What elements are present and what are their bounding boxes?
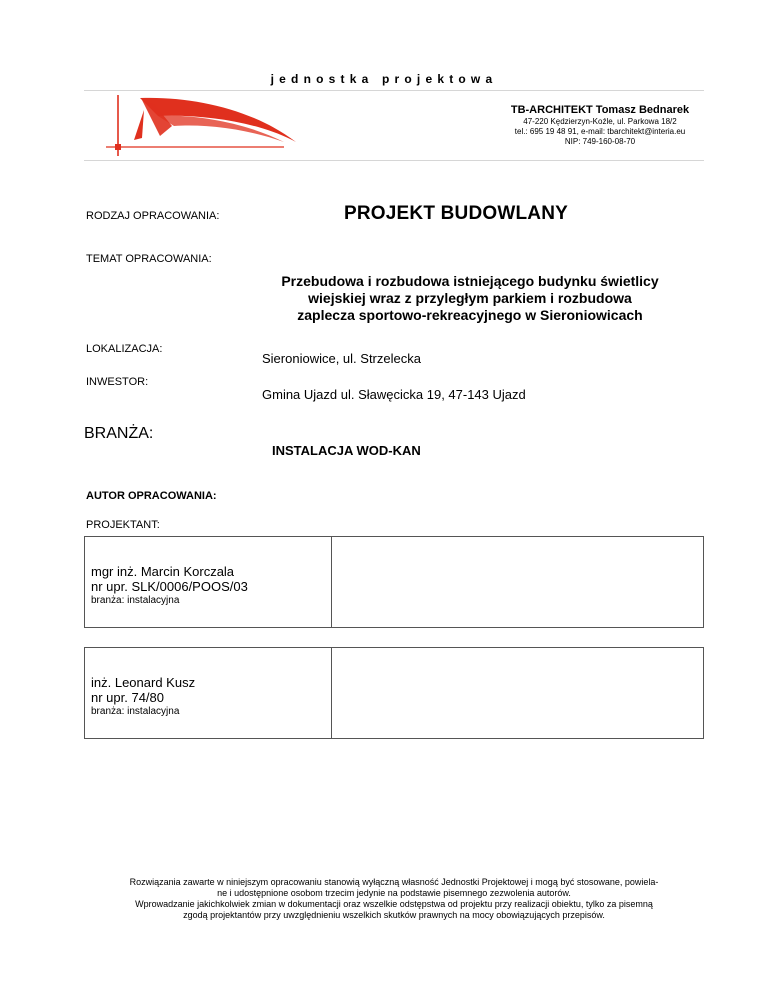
designer-label: PROJEKTANT:	[86, 519, 160, 531]
designer-name: mgr inż. Marcin Korczala	[91, 564, 235, 579]
branch-value: INSTALACJA WOD-KAN	[272, 443, 421, 458]
footer-line: zgodą projektantów przy uwzględnieniu wszelkich skutków prawnych na mocy obowiązujących przepisów.	[183, 910, 605, 920]
location-value: Sieroniowice, ul. Strzelecka	[262, 351, 421, 366]
investor-value: Gmina Ujazd ul. Sławęcicka 19, 47-143 Ujazd	[262, 387, 526, 402]
subject-line: zaplecza sportowo-rekreacyjnego w Sieroniowicach	[297, 307, 643, 323]
signature-divider	[331, 537, 332, 627]
company-contact: tel.: 695 19 48 91, e-mail: tbarchitekt@interia.eu	[514, 127, 686, 136]
subject-label: TEMAT OPRACOWANIA:	[86, 253, 212, 265]
designer-info	[91, 564, 248, 607]
author-label: AUTOR OPRACOWANIA:	[86, 490, 217, 502]
header-tagline: jednostka projektowa	[270, 72, 498, 86]
designer-card	[84, 647, 704, 739]
designer-name: inż. Leonard Kusz	[91, 675, 196, 690]
location-label: LOKALIZACJA:	[86, 343, 163, 355]
header-divider-bottom	[84, 160, 704, 161]
document-type-label: RODZAJ OPRACOWANIA:	[86, 210, 220, 222]
footer-line: Wprowadzanie jakichkolwiek zmian w dokumentacji oraz wszelkie odstępstwa od projektu przy realizacji obiektu, tylko za pisemną	[135, 899, 653, 909]
company-info	[494, 103, 706, 147]
document-type-value: PROJEKT BUDOWLANY	[344, 203, 569, 224]
company-address: 47-220 Kędzierzyn-Koźle, ul. Parkowa 18/2	[523, 117, 677, 126]
designer-info	[91, 675, 195, 718]
investor-label: INWESTOR:	[86, 376, 149, 388]
designer-card	[84, 536, 704, 628]
designer-branch: branża: instalacyjna	[91, 706, 180, 717]
footer-line: ne i udostępnione osobom trzecim jedynie na podstawie pisemnego zezwolenia autorów.	[217, 888, 571, 898]
designer-license: nr upr. SLK/0006/POOS/03	[91, 579, 248, 594]
designer-branch: branża: instalacyjna	[91, 595, 180, 606]
designer-license: nr upr. 74/80	[91, 690, 164, 705]
header-divider-top	[84, 90, 704, 91]
company-name: TB-ARCHITEKT Tomasz Bednarek	[510, 104, 690, 116]
company-logo-icon	[84, 92, 304, 162]
subject-value	[200, 273, 740, 324]
subject-line: wiejskiej wraz z przyległym parkiem i rozbudowa	[308, 290, 632, 306]
legal-footer	[84, 877, 704, 921]
footer-line: Rozwiązania zawarte w niniejszym opracowaniu stanowią wyłączną własność Jednostki Projektowej i mogą być stosowane, powiela-	[129, 877, 659, 887]
subject-line: Przebudowa i rozbudowa istniejącego budynku świetlicy	[281, 273, 659, 289]
signature-divider	[331, 648, 332, 738]
branch-label: BRANŻA:	[84, 425, 154, 442]
company-nip: NIP: 749-160-08-70	[564, 137, 636, 146]
